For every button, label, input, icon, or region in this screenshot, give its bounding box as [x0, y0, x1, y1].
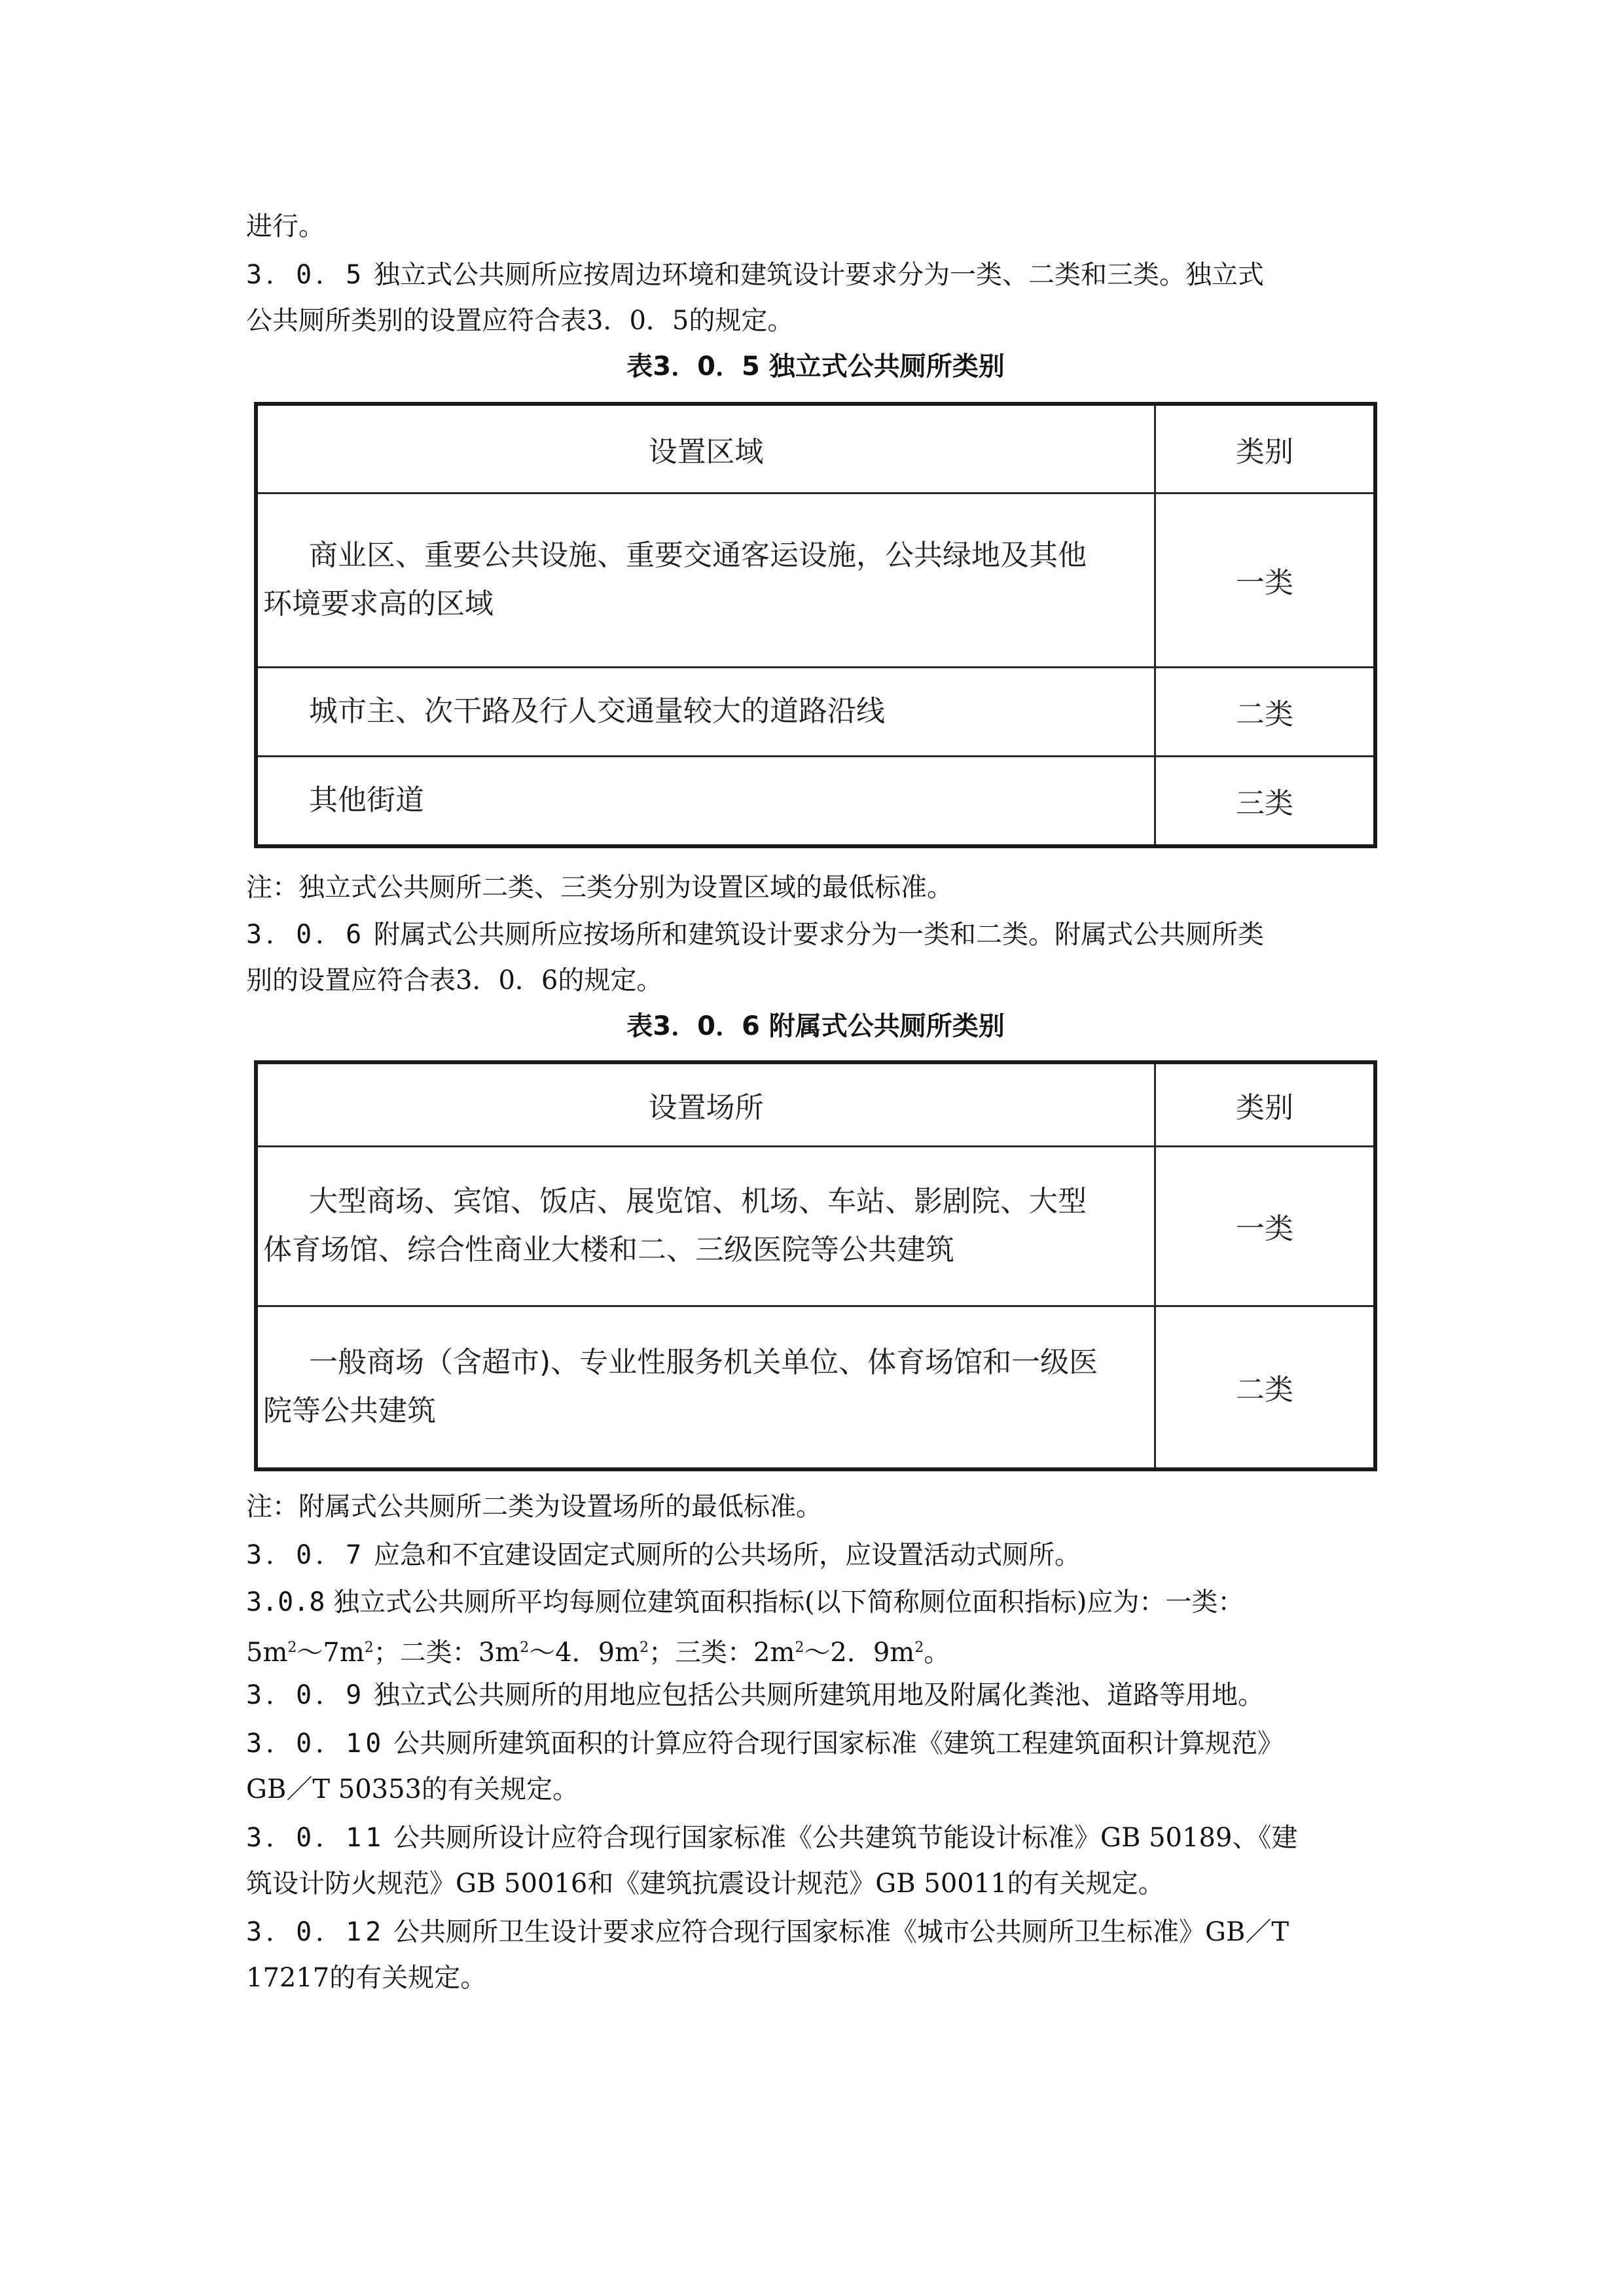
clause-text: 公共厕所建筑面积的计算应符合现行国家标准《建筑工程建筑面积计算规范》 [393, 1729, 1284, 1759]
clause-text: 独立式公共厕所的用地应包括公共厕所建筑用地及附属化粪池、道路等用地。 [373, 1680, 1264, 1710]
category-cell: 三类 [1155, 756, 1376, 846]
square-superscript: 2 [364, 1640, 374, 1656]
clause-text: 独立式公共厕所平均每厕位建筑面积指标(以下简称厕位面积指标)应为：一类： [333, 1587, 1244, 1617]
clause-3-0-10-line-2 [246, 1770, 1385, 1809]
square-superscript: 2 [795, 1640, 804, 1656]
square-superscript: 2 [640, 1640, 649, 1656]
paragraph-continued [246, 207, 1385, 246]
clause-3-0-6-line-2 [246, 961, 1385, 1000]
table-row [256, 1146, 1375, 1306]
header-area: 设置区域 [256, 404, 1155, 493]
table-row [256, 493, 1375, 667]
category-cell: 一类 [1155, 493, 1376, 667]
area-text-line: 院等公共建筑 [263, 1394, 436, 1428]
area-cell [256, 1306, 1155, 1469]
area-text-line: 一般商场（含超市)、专业性服务机关单位、体育场馆和一级医 [309, 1346, 1098, 1380]
category-cell: 二类 [1155, 667, 1376, 756]
area-cell [256, 756, 1155, 846]
category-cell: 二类 [1155, 1306, 1376, 1469]
clause-3-0-12-line-1 [246, 1912, 1385, 1952]
area-text-line: 城市主、次干路及行人交通量较大的道路沿线 [309, 694, 885, 728]
clause-3-0-5-line-2 [246, 301, 1385, 340]
table-row [256, 667, 1375, 756]
clause-number: 3．0．6 [246, 920, 366, 950]
table-3-0-6-caption: 表3．0．6 附属式公共厕所类别 [626, 1011, 1005, 1041]
header-category: 类别 [1155, 404, 1376, 493]
area-value: ～7m [297, 1638, 365, 1668]
area-cell [256, 667, 1155, 756]
table-header-row [256, 404, 1375, 493]
clause-text: 筑设计防火规范》GB 50016和《建筑抗震设计规范》GB 50011的有关规定。 [246, 1869, 1164, 1899]
clause-number: 3.0.8 [246, 1587, 325, 1617]
note-text: 注：附属式公共厕所二类为设置场所的最低标准。 [246, 1492, 822, 1522]
clause-3-0-6-line-1 [246, 915, 1385, 954]
clause-3-0-10-line-1 [246, 1724, 1385, 1763]
area-text-line: 环境要求高的区域 [263, 587, 494, 620]
area-value: ；三类：2m [649, 1638, 795, 1668]
area-value: 5m [246, 1638, 288, 1668]
clause-text: GB／T 50353的有关规定。 [246, 1774, 579, 1804]
clause-number: 3．0．12 [246, 1917, 386, 1947]
area-value: ～2．9m [804, 1638, 915, 1668]
area-text-line: 其他街道 [309, 783, 424, 817]
table-3-0-6 [254, 1060, 1377, 1471]
category-cell: 一类 [1155, 1146, 1376, 1306]
table-3-0-5-caption: 表3．0．5 独立式公共厕所类别 [626, 351, 1005, 382]
area-value: ～4．9m [529, 1638, 640, 1668]
area-text-line: 体育场馆、综合性商业大楼和二、三级医院等公共建筑 [263, 1233, 954, 1266]
paragraph-text: 进行。 [246, 211, 325, 242]
table-3-0-5 [254, 402, 1377, 848]
clause-number: 3．0．9 [246, 1680, 366, 1710]
table-3-0-5-note [246, 868, 1385, 907]
header-category: 类别 [1155, 1062, 1376, 1146]
area-text-line: 商业区、重要公共设施、重要交通客运设施，公共绿地及其他 [309, 539, 1087, 572]
table-row [256, 1306, 1375, 1469]
square-superscript: 2 [914, 1640, 924, 1656]
table-3-0-6-note [246, 1487, 1385, 1526]
square-superscript: 2 [520, 1640, 530, 1656]
clause-3-0-11-line-1 [246, 1818, 1385, 1857]
area-text-line: 大型商场、宾馆、饭店、展览馆、机场、车站、影剧院、大型 [309, 1185, 1087, 1218]
table-row [256, 756, 1375, 846]
area-cell [256, 1146, 1155, 1306]
area-value: 。 [924, 1638, 950, 1668]
clause-text: 公共厕所类别的设置应符合表3．0．5的规定。 [246, 306, 794, 336]
area-value: ；二类：3m [373, 1638, 520, 1668]
clause-number: 3．0．5 [246, 260, 366, 290]
area-cell [256, 493, 1155, 667]
clause-3-0-12-line-2 [246, 1958, 1385, 1998]
clause-number: 3．0．10 [246, 1729, 386, 1759]
clause-text: 17217的有关规定。 [246, 1963, 487, 1993]
clause-text: 公共厕所卫生设计要求应符合现行国家标准《城市公共厕所卫生标准》GB／T [393, 1917, 1290, 1947]
clause-3-0-9 [246, 1676, 1385, 1715]
clause-3-0-11-line-2 [246, 1864, 1385, 1903]
clause-number: 3．0．11 [246, 1823, 386, 1853]
clause-text: 别的设置应符合表3．0．6的规定。 [246, 965, 663, 996]
clause-text: 公共厕所设计应符合现行国家标准《公共建筑节能设计标准》GB 50189、《建 [393, 1823, 1298, 1853]
clause-3-0-8-line-2 [246, 1628, 1385, 1672]
clause-3-0-7 [246, 1535, 1385, 1575]
clause-3-0-8-line-1 [246, 1583, 1385, 1622]
header-area: 设置场所 [256, 1062, 1155, 1146]
table-header-row [256, 1062, 1375, 1146]
clause-text: 独立式公共厕所应按周边环境和建筑设计要求分为一类、二类和三类。独立式 [373, 260, 1264, 290]
clause-text: 附属式公共厕所应按场所和建筑设计要求分为一类和二类。附属式公共厕所类 [373, 920, 1264, 950]
clause-3-0-5-line-1 [246, 255, 1385, 295]
clause-text: 应急和不宜建设固定式厕所的公共场所，应设置活动式厕所。 [373, 1540, 1081, 1570]
square-superscript: 2 [287, 1640, 297, 1656]
note-text: 注：独立式公共厕所二类、三类分别为设置区域的最低标准。 [246, 872, 953, 903]
clause-number: 3．0．7 [246, 1540, 366, 1570]
